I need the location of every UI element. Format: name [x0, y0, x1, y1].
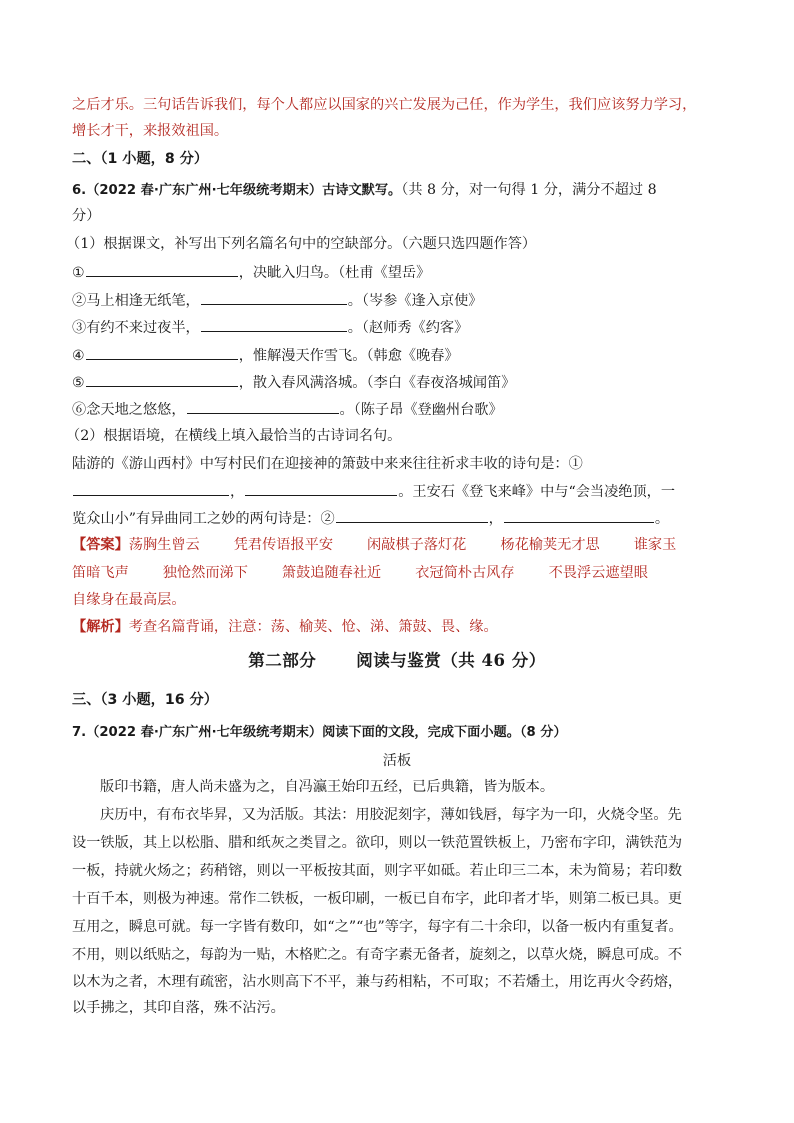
item-5-text: ，散入春风满洛城。（李白《春夜洛城闻笛》 [238, 375, 516, 391]
fill-item-1 [72, 262, 430, 283]
part-2-title: 阅读与鉴赏（共 46 分） [356, 651, 546, 670]
fill-item-6 [72, 399, 503, 420]
answer-item: 闲敲棋子落灯花 [367, 537, 467, 553]
context-period: 。 [654, 511, 670, 527]
question-7-source: 7.（2022 春·广东广州·七年级统考期末） [72, 725, 323, 740]
answer-item: 衣冠简朴古风存 [415, 565, 515, 581]
item-5-number: ⑤ [72, 375, 85, 391]
question-6-part-1: （1）根据课文，补写出下列名篇名句中的空缺部分。（六题只选四题作答） [66, 236, 537, 252]
item-1-text: ，决眦入归鸟。（杜甫《望岳》 [238, 265, 431, 281]
answer-blank[interactable] [201, 290, 347, 305]
item-4-number: ④ [72, 348, 85, 364]
answer-blank[interactable] [86, 372, 238, 387]
item-2-text-pre: ②马上相逢无纸笔， [72, 293, 200, 309]
passage-title: 活板 [382, 753, 412, 769]
item-6-text-pre: ⑥念天地之悠悠， [72, 402, 186, 418]
part-2-heading [0, 651, 794, 671]
analysis-label: 【解析】 [72, 619, 129, 635]
fill-item-5 [72, 372, 515, 393]
question-7-title: 阅读下面的文段，完成下面小题。（8 分） [322, 725, 567, 740]
intro-line-1: 之后才乐。三句话告诉我们，每个人都应以国家的兴亡发展为己任，作为学生，我们应该努力学习， [72, 97, 697, 113]
answer-blank[interactable] [86, 262, 238, 277]
question-6-note: （共 8 分，对一句得 1 分，满分不超过 8 [401, 182, 657, 198]
context-comma: ， [488, 511, 503, 527]
intro-line-2: 增长才干，来报效祖国。 [72, 123, 229, 139]
passage-line: 十百千本，则极为神速。常作二铁板，一板印刷，一板已自布字，此印者才毕，则第二板已具。更 [72, 891, 683, 907]
answer-blank[interactable] [336, 508, 488, 523]
context-line-3 [72, 508, 669, 529]
context-line-1: 陆游的《游山西村》中写村民们在迎接神的箫鼓中来来往往祈求丰收的诗句是：① [72, 456, 583, 472]
context-text: 览众山小”有异曲同工之妙的两句诗是：② [72, 511, 335, 527]
passage-paragraph-1: 版印书籍，唐人尚未盛为之，自冯瀛王始印五经，已后典籍，皆为版本。 [100, 779, 555, 795]
section-2-heading: 二、（1 小题，8 分） [72, 151, 209, 167]
item-3-text-pre: ③有约不来过夜半， [72, 320, 200, 336]
answer-line-3: 自缘身在最高层。 [72, 592, 186, 608]
passage-line: 以木为之者，木理有疏密，沾水则高下不平，兼与药相粘，不可取；不若燔土，用讫再火令药熔， [72, 974, 683, 990]
section-3-heading: 三、（3 小题，16 分） [72, 692, 218, 708]
question-6-header [72, 180, 657, 201]
answer-item: 不畏浮云遮望眼 [548, 565, 648, 581]
passage-line: 设一铁版，其上以松脂、腊和纸灰之类冒之。欲印，则以一铁范置铁板上，乃密布字印，满铁范为 [72, 835, 683, 851]
question-6-part-2: （2）根据语境，在横线上填入最恰当的古诗词名句。 [66, 428, 402, 444]
analysis-line [72, 617, 498, 637]
item-6-text: 。（陈子昂《登幽州台歌》 [339, 402, 503, 418]
passage-line: 一板，持就火炀之；药稍镕，则以一平板按其面，则字平如砥。若止印三二本，未为简易；若印数 [72, 863, 683, 879]
item-1-number: ① [72, 265, 85, 281]
answer-blank[interactable] [504, 508, 654, 523]
context-line-2 [72, 481, 675, 502]
answer-blank[interactable] [73, 481, 229, 496]
fill-item-4 [72, 345, 459, 366]
fill-item-3 [72, 317, 468, 338]
part-2-label: 第二部分 [248, 651, 317, 670]
question-6-source: 6.（2022 春·广东广州·七年级统考期末） [72, 183, 323, 198]
answer-blank[interactable] [201, 317, 347, 332]
context-comma: ， [230, 484, 245, 500]
answer-item: 独怆然而涕下 [162, 565, 248, 581]
answer-blank[interactable] [86, 345, 238, 360]
answer-blank[interactable] [245, 481, 397, 496]
answer-item: 杨花榆荚无才思 [500, 537, 600, 553]
answer-item: 荡胸生曾云 [128, 537, 200, 553]
fill-item-2 [72, 290, 482, 311]
passage-line: 互用之，瞬息可就。每一字皆有数印，如“之”“也”等字，每字有二十余印，以备一板内有重复者。 [72, 919, 683, 935]
item-3-text: 。（赵师秀《约客》 [347, 320, 469, 336]
answer-item: 谁家玉 [633, 537, 677, 553]
question-7-header [72, 722, 567, 743]
item-2-text: 。（岑参《逢入京使》 [347, 293, 483, 309]
answer-label: 【答案】 [72, 537, 129, 553]
passage-line: 庆历中，有布衣毕昇，又为活版。其法：用胶泥刻字，薄如钱唇，每字为一印，火烧令坚。先 [100, 807, 682, 823]
question-6-title: 古诗文默写。 [322, 183, 402, 198]
passage-line: 以手拂之，其印自落，殊不沾污。 [72, 1000, 285, 1016]
analysis-text: 考查名篇背诵，注意：荡、榆荚、怆、涕、箫鼓、畏、缘。 [128, 619, 498, 635]
answer-item: 箫鼓追随春社近 [281, 565, 382, 581]
answer-line-2 [72, 563, 648, 583]
answer-item: 凭君传语报平安 [233, 537, 334, 553]
item-4-text: ，惟解漫天作雪飞。（韩愈《晚春》 [238, 348, 459, 364]
passage-line: 不用，则以纸贴之，每韵为一贴，木格贮之。有奇字素无备者，旋刻之，以草火烧，瞬息可成。不 [72, 947, 683, 963]
context-text: 。王安石《登飞来峰》中与“会当凌绝顶，一 [398, 484, 676, 500]
answer-item: 笛暗飞声 [72, 565, 129, 581]
question-6-note-cont: 分） [72, 208, 101, 224]
answer-line-1 [72, 535, 676, 555]
answer-blank[interactable] [187, 399, 339, 414]
